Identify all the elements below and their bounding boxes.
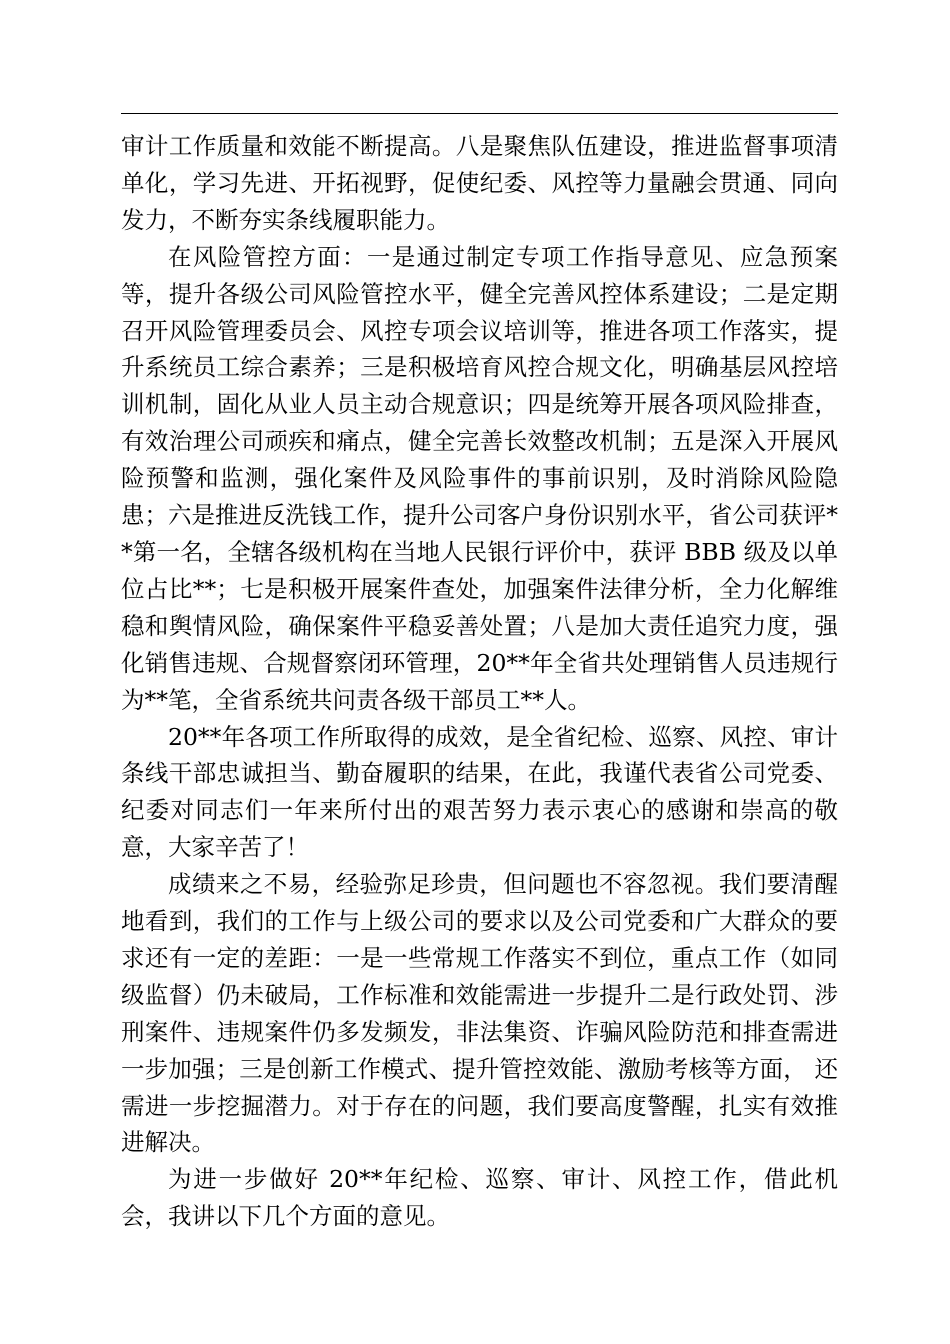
paragraph-continuation: 审计工作质量和效能不断提高。八是聚焦队伍建设，推进监督事项清单化，学习先进、开拓视野，促使纪委、风控等力量融会贯通、同向发力，不断夯实条线履职能力。 [121,132,838,234]
paragraph-achievements: 20**年各项工作所取得的成效，是全省纪检、巡察、风控、审计条线干部忠诚担当、勤奋履职的结果，在此，我谨代表省公司党委、纪委对同志们一年来所付出的艰苦努力表示衷心的感谢和崇高的敬意，大家辛苦了！ [121,722,838,862]
header-rule [121,113,838,114]
document-body [121,128,838,1235]
paragraph-risk-control: 在风险管控方面：一是通过制定专项工作指导意见、应急预案等，提升各级公司风险管控水平，健全完善风控体系建设；二是定期召开风险管理委员会、风控专项会议培训等，推进各项工作落实，提升系统员工综合素养；三是积极培育风控合规文化，明确基层风控培训机制，固化从业人员主动合规意识；四是统筹开展各项风险排查，有效治理公司顽疾和痛点，健全完善长效整改机制；五是深入开展风险预警和监测，强化案件及风险事件的事前识别，及时消除风险隐患；六是推进反洗钱工作，提升公司客户身份识别水平，省公司获评**第一名，全辖各级机构在当地人民银行评价中，获评 BBB 级及以单位占比**；七是积极开展案件查处，加强案件法律分析，全力化解维稳和舆情风险，确保案件平稳妥善处置；八是加大责任追究力度，强化销售违规、合规督察闭环管理，20**年全省共处理销售人员违规行为**笔，全省系统共问责各级干部员工**人。 [121,242,838,714]
paragraph-problems: 成绩来之不易，经验弥足珍贵，但问题也不容忽视。我们要清醒地看到，我们的工作与上级公司的要求以及公司党委和广大群众的要求还有一定的差距：一是一些常规工作落实不到位，重点工作（如同级监督）仍未破局，工作标准和效能需进一步提升二是行政处罚、涉刑案件、违规案件仍多发频发，非法集资、诈骗风险防范和排查需进一步加强；三是创新工作模式、提升管控效能、激励考核等方面， 还需进一步挖掘潜力。对于存在的问题，我们要高度警醒，扎实有效推进解决。 [121,870,838,1157]
paragraph-transition: 为进一步做好 20**年纪检、巡察、审计、风控工作，借此机会，我讲以下几个方面的意见。 [121,1165,838,1231]
